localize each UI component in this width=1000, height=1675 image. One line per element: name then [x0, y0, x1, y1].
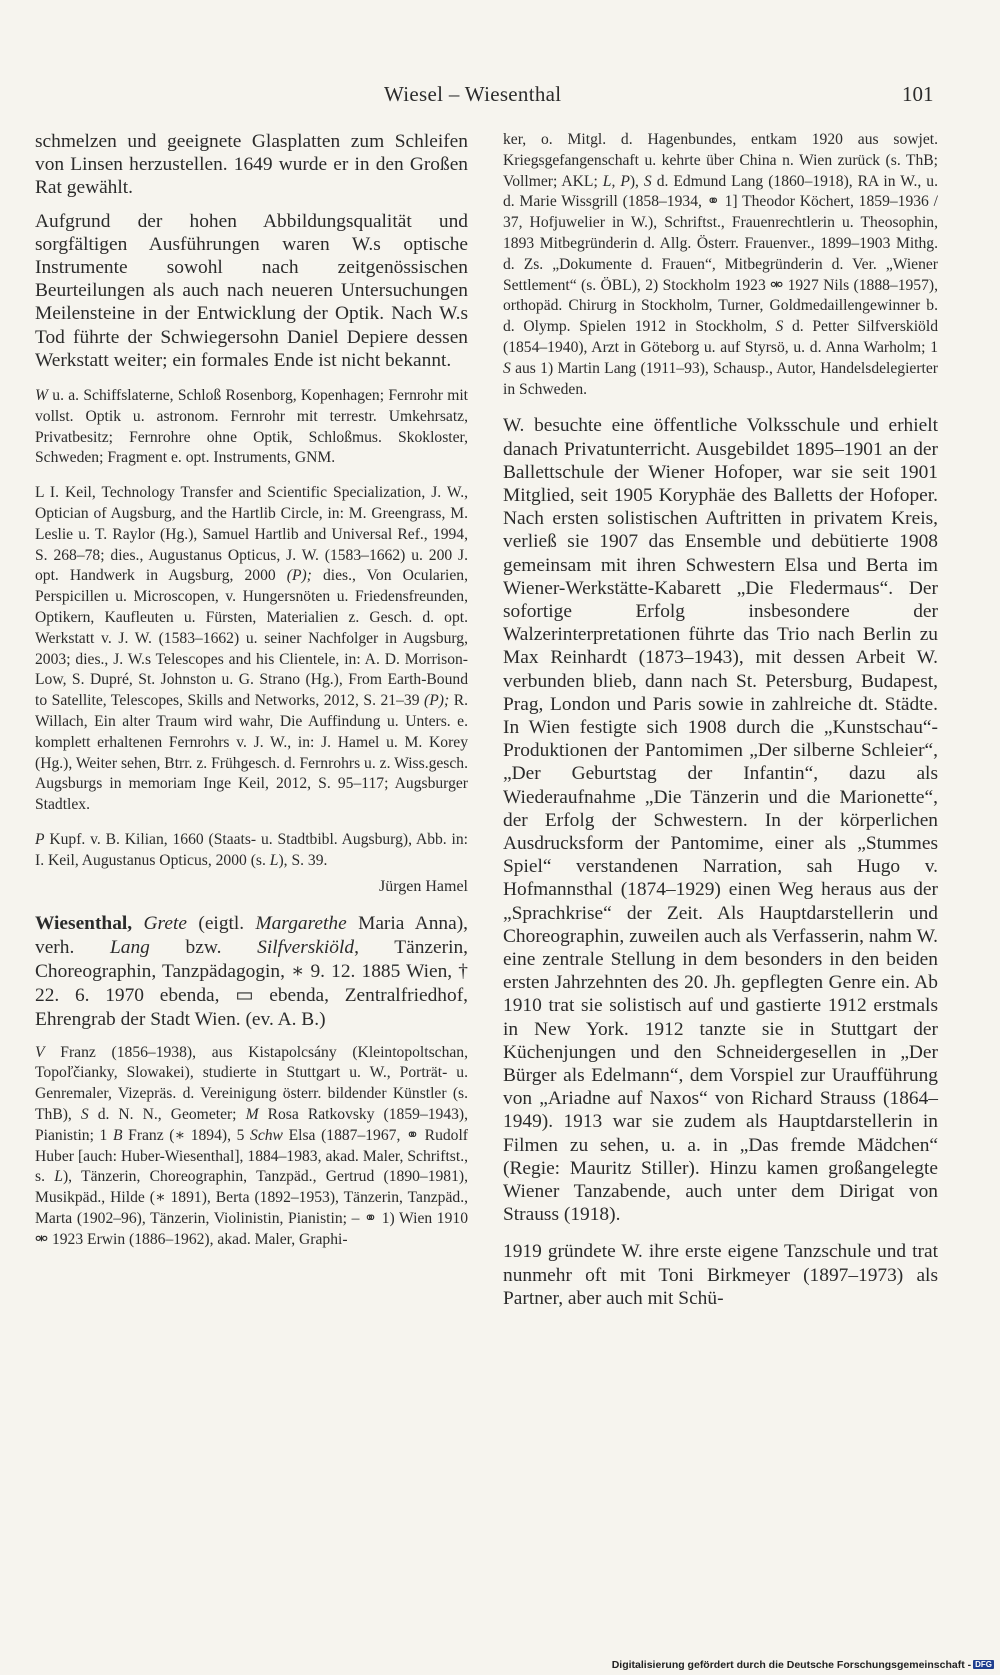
- body-paragraph: schmelzen und geeignete Glasplatten zum Schleifen von Linsen herzustellen. 1649 wurde er in den Großen Rat gewählt.: [35, 131, 468, 199]
- dfg-logo: DFG: [975, 1660, 992, 1669]
- family-section-continued: ker, o. Mitgl. d. Hagenbundes, entkam 1920 aus sowjet. Kriegsgefangenschaft u. kehrte über China n. Wien zurück (s. ThB; Vollmer; AKL; L, P), S d. Edmund Lang (1860–1918), RA in W., u. d. Marie Wissgrill (1858–1934, ⚭ 1] Theodor Köchert, 1859–1936 / 37, Hofjuwelier in W.), Schriftst., Frauenrechtlerin u. Theosophin, 1893 Mitbegründerin d. Allg. Österr. Frauenver., 1899–1903 Mithg. d. Zs. „Dokumente d. Frauen“, Mitbegründerin d. Ver. „Wiener Settlement“ (s. ÖBL), 2) Stockholm 1923 ⚮ 1927 Nils (1888–1957), orthopäd. Chirurg in Stockholm, Turner, Goldmedaillengewinner b. d. Olymp. Spielen 1912 in Stockholm, S d. Petter Silfverskiöld (1854–1940), Arzt in Göteborg u. auf Styrsö, u. d. Anna Warholm; 1 S aus 1) Martin Lang (1911–93), Schausp., Autor, Handelsdelegierter in Schweden.: [503, 131, 938, 398]
- portrait-section: P Kupf. v. B. Kilian, 1660 (Staats- u. Stadtbibl. Augsburg), Abb. in: I. Keil, Augustanus Opticus, 2000 (s. L), S. 39.: [35, 830, 468, 869]
- funding-footer: [612, 1659, 994, 1671]
- running-header: [0, 82, 1000, 112]
- entry-name: Wiesenthal,: [35, 912, 133, 934]
- right-column: [503, 130, 938, 1310]
- body-paragraph: W. besuchte eine öffentliche Volksschule und erhielt danach Privatunterricht. Ausgebildet 1895–1901 an der Ballettschule der Wiener Hofoper, war sie seit 1901 Mitglied, seit 1905 Koryphäe des Balletts der Hofoper. Nach ersten solistischen Auftritten in privatem Kreis, verließ sie 1907 das Ensemble und debütierte 1908 gemeinsam mit ihren Schwestern Elsa und Berta im Wiener-Werkstätte-Kabarett „Die Fledermaus“. Der sofortige Erfolg insbesondere der Walzerinterpretationen führte das Trio nach Berlin zu Max Reinhardt (1873–1943), mit dessen Arbeit W. verbunden blieb, dann nach St. Petersburg, Budapest, Prag, London und Paris sowie in zahlreiche dt. Städte. In Wien festigte sich 1908 durch die „Kunstschau“-Produktionen der Pantomimen „Der silberne Schleier“, „Der Geburtstag der Infantin“, dazu als Wiederaufnahme „Die Tänzerin und die Marionette“, der Erfolg der Schwestern. In der körperlichen Ausdrucksform der Pantomime, einer als „Stummes Spiel“ verstandenen Narration, sah Hugo v. Hofmannsthal (1874–1929) einen Weg heraus aus der „Sprachkrise“ der Zeit. Als Hauptdarstellerin und Choreographin, zuweilen auch als Verfasserin, nahm W. eine zentrale Stellung in dem besonders in den beiden ersten Jahrzehnten des 20. Jh. gepflegten Genre ein. Ab 1910 trat sie solistisch auf und gastierte 1912 erstmals in New York. 1912 tanzte sie in Stuttgart der Küchenjungen und den Schneidergesellen in „Der Bürger als Edelmann“, dem Vorspiel zur Uraufführung von „Ariadne auf Naxos“ von Richard Strauss (1864–1949). 1913 war sie zudem als Hauptdarstellerin in Filmen zu sehen, u. a. in „Das fremde Mädchen“ (Regie: Mauritz Stiller). Hinzu kamen großangelegte Wiener Tanzabende, auch unter dem Dirigat von Strauss (1918).: [503, 415, 938, 1226]
- section-label: L: [35, 484, 44, 502]
- works-section: W u. a. Schiffslaterne, Schloß Rosenborg, Kopenhagen; Fernrohr mit vollst. Optik u. astronom. Fernrohr mit terrestr. Umkehrsatz, Privatbesitz; Fernrohre ohne Optik, Schloßmus. Skokloster, Schweden; Fragment e. opt. Instruments, GNM.: [35, 387, 468, 467]
- running-title: Wiesel – Wiesenthal: [384, 82, 562, 106]
- family-section: V Franz (1856–1938), aus Kistapolcsány (Kleintopoltschan, Topoľčianky, Slowakei), studierte in Stuttgart u. W., Porträt- u. Genremaler, Vizepräs. d. Vereinigung österr. bildender Künstler (s. ThB), S d. N. N., Geometer; M Rosa Ratkovsky (1859–1943), Pianistin; 1 B Franz (∗ 1894), 5 Schw Elsa (1887–1967, ⚭ Rudolf Huber [auch: Huber-Wiesenthal], 1884–1983, akad. Maler, Schriftst., s. L), Tänzerin, Choreographin, Tanzpäd., Gertrud (1890–1981), Musikpäd., Hilde (∗ 1891), Berta (1892–1953), Tänzerin, Tanzpäd., Marta (1902–96), Tänzerin, Violinistin, Pianistin; – ⚭ 1) Wien 1910 ⚮ 1923 Erwin (1886–1962), akad. Maler, Graphi-: [35, 1043, 469, 1248]
- section-label: V: [35, 1043, 45, 1061]
- author-signature: Jürgen Hamel: [378, 877, 468, 895]
- page-number: 101: [902, 82, 934, 106]
- left-column: [35, 130, 468, 1251]
- entry-heading: Wiesenthal, Grete (eigtl. Margarethe Maria Anna), verh. Lang bzw. Silfverskiöld, Tänzerin, Choreographin, Tanzpädagogin, ∗ 9. 12. 1885 Wien, † 22. 6. 1970 ebenda, ▭ ebenda, Zentralfriedhof, Ehrengrab der Stadt Wien. (ev. A. B.): [35, 912, 469, 1031]
- section-label: P: [35, 830, 45, 848]
- literature-section: L I. Keil, Technology Transfer and Scientific Specialization, J. W., Optician of Augsburg, and the Hartlib Circle, in: M. Greengrass, M. Leslie u. T. Raylor (Hg.), Samuel Hartlib and Universal Ref., 1994, S. 268–78; dies., Augustanus Opticus, J. W. (1583–1662) u. 200 J. opt. Handwerk in Augsburg, 2000 (P); dies., Von Ocularien, Perspicillen u. Microscopen, v. Hungersnöten u. Friedensfreunden, Optikern, Kaufleuten u. Fürsten, Materialien z. Gesch. d. opt. Werkstatt v. J. W. (1583–1662) u. seiner Nachfolger in Augsburg, 2003; dies., J. W.s Telescopes and his Clientele, in: A. D. Morrison-Low, S. Dupré, St. Johnston u. G. Strano (Hg.), From Earth-Bound to Satellite, Telescopes, Skills and Networks, 2012, S. 21–39 (P); R. Willach, Ein alter Traum wird wahr, Die Auffindung u. Unters. e. komplett erhaltenen Fernrohrs v. J. W., in: J. Hamel u. M. Korey (Hg.), Weiter sehen, Btrr. z. Frühgesch. d. Fernrohrs u. z. Wiss.gesch. Augsburgs in memoriam Inge Keil, 2012, S. 95–117; Augsburger Stadtlex.: [35, 484, 468, 814]
- footer-text: Digitalisierung gefördert durch die Deutsche Forschungsgemeinschaft -: [611, 1659, 972, 1671]
- body-paragraph: Aufgrund der hohen Abbildungsqualität und sorgfältigen Ausführungen waren W.s optische Instrumente sowohl nach zeitgenössischen Beurteilungen als auch nach neueren Untersuchungen Meilensteine in der Entwicklung der Optik. Nach W.s Tod führte der Schwiegersohn Daniel Depiere dessen Werkstatt weiter; ein formales Ende ist nicht bekannt.: [35, 210, 468, 371]
- section-label: W: [35, 387, 48, 405]
- body-paragraph: 1919 gründete W. ihre erste eigene Tanzschule und trat nunmehr oft mit Toni Birkmeyer (1897–1973) als Partner, aber auch mit Schü-: [503, 1241, 938, 1309]
